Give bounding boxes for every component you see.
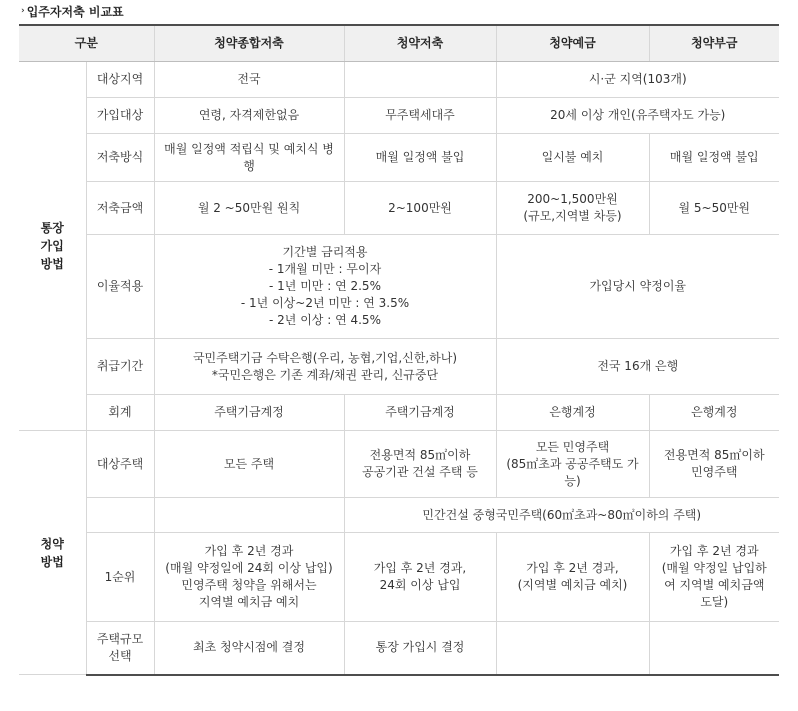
header-col3: 청약예금 bbox=[496, 25, 649, 62]
comparison-table bbox=[19, 24, 779, 676]
cell: 매월 일정액 불입 bbox=[344, 134, 496, 182]
cell: 20세 이상 개인(유주택자도 가능) bbox=[496, 98, 779, 134]
table-row bbox=[19, 235, 779, 339]
cell: 월 5~50만원 bbox=[649, 182, 779, 235]
cell: 은행계정 bbox=[649, 395, 779, 431]
table-row bbox=[19, 533, 779, 622]
header-col1: 청약종합저축 bbox=[154, 25, 344, 62]
cell: 전용면적 85㎡이하 민영주택 bbox=[649, 431, 779, 498]
cell: 국민주택기금 수탁은행(우리, 농협,기업,신한,하나) *국민은행은 기존 계좌/채권 관리, 신규중단 bbox=[154, 339, 496, 395]
cell: 연령, 자격제한없음 bbox=[154, 98, 344, 134]
row-label-saving-method: 저축방식 bbox=[86, 134, 154, 182]
row-label-region: 대상지역 bbox=[86, 62, 154, 98]
cell: 무주택세대주 bbox=[344, 98, 496, 134]
cell: 전국 16개 은행 bbox=[496, 339, 779, 395]
header-category: 구분 bbox=[19, 25, 154, 62]
cell bbox=[154, 498, 344, 533]
cell: 기간별 금리적용 - 1개월 미만 : 무이자 - 1년 미만 : 연 2.5% - 1년 이상~2년 미만 : 연 3.5% - 2년 이상 : 연 4.5% bbox=[154, 235, 496, 339]
cell: 주택기금계정 bbox=[154, 395, 344, 431]
cell: 일시불 예치 bbox=[496, 134, 649, 182]
cell: 가입 후 2년 경과, (지역별 예치금 예치) bbox=[496, 533, 649, 622]
table-row bbox=[19, 339, 779, 395]
cell bbox=[344, 62, 496, 98]
cell: 은행계정 bbox=[496, 395, 649, 431]
cell: 가입당시 약정이율 bbox=[496, 235, 779, 339]
table-row bbox=[19, 431, 779, 498]
cell: 가입 후 2년 경과, 24회 이상 납입 bbox=[344, 533, 496, 622]
cell: 200~1,500만원 (규모,지역별 차등) bbox=[496, 182, 649, 235]
cell: 시·군 지역(103개) bbox=[496, 62, 779, 98]
chevron-right-icon: › bbox=[21, 6, 25, 16]
table-row bbox=[19, 622, 779, 675]
group-account-method: 통장 가입 방법 bbox=[19, 62, 86, 431]
row-label-empty bbox=[86, 498, 154, 533]
cell bbox=[649, 622, 779, 675]
header-row bbox=[19, 25, 779, 62]
cell: 모든 민영주택 (85㎡초과 공공주택도 가능) bbox=[496, 431, 649, 498]
cell: 통장 가입시 결정 bbox=[344, 622, 496, 675]
page-title bbox=[21, 2, 124, 20]
page-title-text: 입주자저축 비교표 bbox=[26, 4, 124, 19]
row-label-bank: 취급기간 bbox=[86, 339, 154, 395]
table-row bbox=[19, 62, 779, 98]
cell bbox=[496, 622, 649, 675]
cell: 민간건설 중형국민주택(60㎡초과~80㎡이하의 주택) bbox=[344, 498, 779, 533]
row-label-interest: 이율적용 bbox=[86, 235, 154, 339]
cell: 2~100만원 bbox=[344, 182, 496, 235]
row-label-target-housing: 대상주택 bbox=[86, 431, 154, 498]
cell: 전국 bbox=[154, 62, 344, 98]
cell: 전용면적 85㎡이하 공공기관 건설 주택 등 bbox=[344, 431, 496, 498]
table-row bbox=[19, 395, 779, 431]
table-row bbox=[19, 498, 779, 533]
cell: 주택기금계정 bbox=[344, 395, 496, 431]
table-row bbox=[19, 134, 779, 182]
cell: 최초 청약시점에 결정 bbox=[154, 622, 344, 675]
cell: 가입 후 2년 경과 (매월 약정일에 24회 이상 납입) 민영주택 청약을 위해서는 지역별 예치금 예치 bbox=[154, 533, 344, 622]
row-label-accounting: 회계 bbox=[86, 395, 154, 431]
cell: 매월 일정액 적립식 및 예치식 병행 bbox=[154, 134, 344, 182]
cell: 가입 후 2년 경과 (매월 약정일 납입하 여 지역별 예치금액 도달) bbox=[649, 533, 779, 622]
row-label-first-priority: 1순위 bbox=[86, 533, 154, 622]
cell: 월 2 ~50만원 원칙 bbox=[154, 182, 344, 235]
cell: 모든 주택 bbox=[154, 431, 344, 498]
group-subscription-method: 청약 방법 bbox=[19, 431, 86, 675]
table-row bbox=[19, 98, 779, 134]
header-col2: 청약저축 bbox=[344, 25, 496, 62]
header-col4: 청약부금 bbox=[649, 25, 779, 62]
row-label-saving-amount: 저축금액 bbox=[86, 182, 154, 235]
table-row bbox=[19, 182, 779, 235]
row-label-eligibility: 가입대상 bbox=[86, 98, 154, 134]
cell: 매월 일정액 불입 bbox=[649, 134, 779, 182]
row-label-size-selection: 주택규모 선택 bbox=[86, 622, 154, 675]
